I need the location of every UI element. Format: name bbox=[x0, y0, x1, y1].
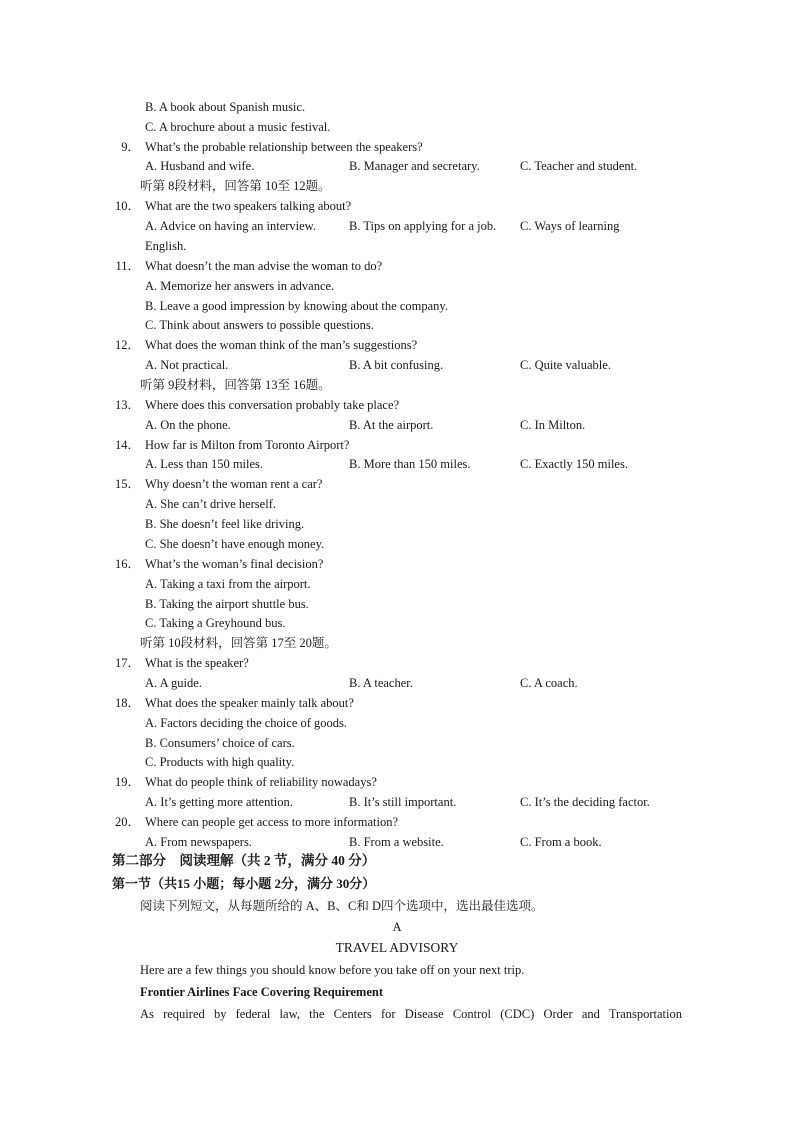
material-instruction: 听第 10段材料，回答第 17至 20题。 bbox=[140, 636, 337, 650]
options-line bbox=[0, 534, 794, 554]
answer-option: B. Tips on applying for a job. bbox=[349, 219, 497, 233]
options-line bbox=[0, 156, 794, 176]
answer-option: B. It’s still important. bbox=[349, 795, 457, 809]
question-text: Where can people get access to more information? bbox=[145, 815, 399, 829]
options-line bbox=[0, 276, 794, 296]
question-text: What’s the probable relationship between the speakers? bbox=[145, 140, 423, 154]
answer-option: C. Exactly 150 miles. bbox=[520, 457, 628, 471]
question-text: Where does this conversation probably take place? bbox=[145, 398, 400, 412]
options-line bbox=[0, 792, 794, 812]
options-line bbox=[0, 494, 794, 514]
answer-option: C. Quite valuable. bbox=[520, 358, 611, 372]
answer-option: B. From a website. bbox=[349, 835, 444, 849]
question-number: 10． bbox=[114, 199, 140, 213]
passage-intro: Here are a few things you should know before you take off on your next trip. bbox=[140, 963, 525, 977]
reading-instructions: 阅读下列短文，从每题所给的 A、B、C和 D四个选项中，选出最佳选项。 bbox=[140, 899, 544, 913]
answer-option: C. Taking a Greyhound bus. bbox=[145, 616, 286, 630]
passage-title: TRAVEL ADVISORY bbox=[335, 940, 459, 955]
options-line bbox=[0, 673, 794, 693]
options-line bbox=[0, 713, 794, 733]
answer-option: A. A guide. bbox=[145, 676, 202, 690]
options-line bbox=[0, 315, 794, 335]
answer-option: C. In Milton. bbox=[520, 418, 586, 432]
answer-option: A. She can’t drive herself. bbox=[145, 497, 276, 511]
section1-title: 第一节（共15 小题；每小题 2分，满分 30分） bbox=[112, 876, 376, 891]
answer-option: C. She doesn’t have enough money. bbox=[145, 537, 325, 551]
answer-option: B. A teacher. bbox=[349, 676, 413, 690]
options-line bbox=[0, 355, 794, 375]
passage-subheading: Frontier Airlines Face Covering Requirement bbox=[140, 985, 384, 999]
answer-option: B. A book about Spanish music. bbox=[145, 100, 306, 114]
passage-body-line: As required by federal law, the Centers for Disease Control (CDC) Order and Transportation bbox=[140, 1007, 682, 1021]
material-instruction: 听第 8段材料，回答第 10至 12题。 bbox=[140, 179, 331, 193]
answer-option: B. At the airport. bbox=[349, 418, 434, 432]
answer-option: B. Manager and secretary. bbox=[349, 159, 480, 173]
options-line bbox=[0, 296, 794, 316]
question-text: How far is Milton from Toronto Airport? bbox=[145, 438, 350, 452]
answer-option: A. Less than 150 miles. bbox=[145, 457, 264, 471]
answer-option: C. Teacher and student. bbox=[520, 159, 638, 173]
answer-option: A. Factors deciding the choice of goods. bbox=[145, 716, 348, 730]
answer-option: A. On the phone. bbox=[145, 418, 231, 432]
answer-option: C. It’s the deciding factor. bbox=[520, 795, 650, 809]
options-line bbox=[0, 216, 794, 236]
answer-option: A. Not practical. bbox=[145, 358, 229, 372]
answer-option: English. bbox=[145, 239, 187, 253]
question-text: What doesn’t the man advise the woman to do? bbox=[145, 259, 383, 273]
question-text: What is the speaker? bbox=[145, 656, 249, 670]
question-number: 11． bbox=[115, 259, 140, 273]
answer-option: A. Taking a taxi from the airport. bbox=[145, 577, 311, 591]
answer-option: A. It’s getting more attention. bbox=[145, 795, 293, 809]
question-text: What does the speaker mainly talk about? bbox=[145, 696, 354, 710]
answer-option: A. From newspapers. bbox=[145, 835, 252, 849]
answer-option: C. A brochure about a music festival. bbox=[145, 120, 331, 134]
answer-option: A. Husband and wife. bbox=[145, 159, 255, 173]
question-number: 13． bbox=[114, 398, 140, 412]
answer-option: C. Ways of learning bbox=[520, 219, 620, 233]
answer-option: C. Products with high quality. bbox=[145, 755, 295, 769]
options-line bbox=[0, 832, 794, 852]
answer-option: A. Memorize her answers in advance. bbox=[145, 279, 335, 293]
question-number: 17． bbox=[114, 656, 140, 670]
passage-letter: A bbox=[392, 920, 402, 934]
question-text: What does the woman think of the man’s suggestions? bbox=[145, 338, 418, 352]
question-text: What are the two speakers talking about? bbox=[145, 199, 352, 213]
question-text: What do people think of reliability nowadays? bbox=[145, 775, 377, 789]
answer-option: C. Think about answers to possible questions. bbox=[145, 318, 374, 332]
answer-option: B. Leave a good impression by knowing about the company. bbox=[145, 299, 448, 313]
question-number: 20． bbox=[114, 815, 140, 829]
answer-option: B. More than 150 miles. bbox=[349, 457, 471, 471]
answer-option: B. Consumers’ choice of cars. bbox=[145, 736, 295, 750]
options-line bbox=[0, 514, 794, 534]
options-line bbox=[0, 236, 794, 256]
answer-option: B. Taking the airport shuttle bus. bbox=[145, 597, 309, 611]
question-number: 15． bbox=[114, 477, 140, 491]
answer-option: A. Advice on having an interview. bbox=[145, 219, 317, 233]
options-line bbox=[0, 415, 794, 435]
question-number: 16． bbox=[114, 557, 140, 571]
answer-option: B. A bit confusing. bbox=[349, 358, 444, 372]
options-line bbox=[0, 613, 794, 633]
question-text: What’s the woman’s final decision? bbox=[145, 557, 324, 571]
options-line bbox=[0, 97, 794, 117]
options-line bbox=[0, 117, 794, 137]
options-line bbox=[0, 733, 794, 753]
options-line bbox=[0, 594, 794, 614]
options-line bbox=[0, 454, 794, 474]
question-number: 14． bbox=[114, 438, 140, 452]
question-number: 18． bbox=[114, 696, 140, 710]
question-number: 9． bbox=[121, 140, 140, 154]
answer-option: C. From a book. bbox=[520, 835, 602, 849]
answer-option: C. A coach. bbox=[520, 676, 578, 690]
part2-title: 第二部分 阅读理解（共 2 节，满分 40 分） bbox=[112, 853, 376, 868]
options-line bbox=[0, 574, 794, 594]
answer-option: B. She doesn’t feel like driving. bbox=[145, 517, 305, 531]
material-instruction: 听第 9段材料，回答第 13至 16题。 bbox=[140, 378, 331, 392]
options-line bbox=[0, 752, 794, 772]
question-number: 19． bbox=[114, 775, 140, 789]
question-text: Why doesn’t the woman rent a car? bbox=[145, 477, 323, 491]
question-number: 12． bbox=[114, 338, 140, 352]
